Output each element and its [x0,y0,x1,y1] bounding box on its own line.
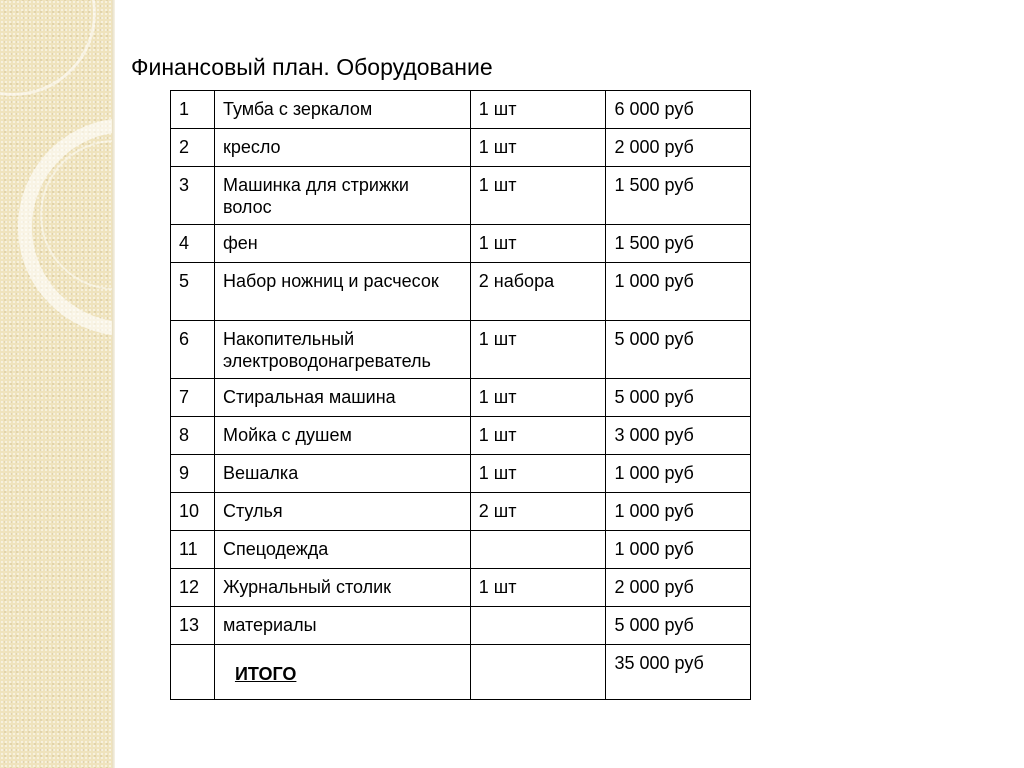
item-quantity: 1 шт [470,225,606,263]
item-price: 2 000 руб [606,129,751,167]
item-quantity [470,531,606,569]
row-number: 4 [171,225,215,263]
item-price: 1 000 руб [606,455,751,493]
total-label-cell [214,645,470,700]
item-price: 1 500 руб [606,225,751,263]
item-price: 1 500 руб [606,167,751,225]
total-row [171,645,751,700]
page-title: Финансовый план. Оборудование [131,54,493,80]
item-name: Стиральная машина [214,379,470,417]
item-quantity: 1 шт [470,167,606,225]
item-quantity: 2 набора [470,263,606,321]
item-quantity: 1 шт [470,455,606,493]
item-name: кресло [214,129,470,167]
row-number: 6 [171,321,215,379]
item-name: Журнальный столик [214,569,470,607]
equipment-table [170,90,751,700]
item-quantity: 2 шт [470,493,606,531]
row-number: 11 [171,531,215,569]
decorative-side-panel [0,0,112,768]
item-name: Вешалка [214,455,470,493]
side-panel-edge [112,0,115,768]
item-name: материалы [214,607,470,645]
table-row [171,225,751,263]
item-name: Стулья [214,493,470,531]
item-price: 1 000 руб [606,263,751,321]
item-quantity: 1 шт [470,379,606,417]
item-name: Накопительный электроводонагреватель [214,321,470,379]
row-number: 7 [171,379,215,417]
total-label: ИТОГО [234,664,297,684]
row-number: 9 [171,455,215,493]
table-row [171,91,751,129]
table-row [171,263,751,321]
item-quantity [470,607,606,645]
table-row [171,321,751,379]
item-price: 6 000 руб [606,91,751,129]
table-row [171,129,751,167]
item-price: 5 000 руб [606,321,751,379]
row-number: 3 [171,167,215,225]
item-price: 5 000 руб [606,607,751,645]
row-number: 5 [171,263,215,321]
total-price: 35 000 руб [606,645,751,700]
table-row [171,455,751,493]
item-name: Тумба с зеркалом [214,91,470,129]
table-row [171,167,751,225]
item-quantity: 1 шт [470,569,606,607]
item-name: фен [214,225,470,263]
row-number: 8 [171,417,215,455]
total-quantity-cell [470,645,606,700]
item-name: Набор ножниц и расчесок [214,263,470,321]
table-row [171,531,751,569]
row-number: 12 [171,569,215,607]
table-row [171,493,751,531]
item-quantity: 1 шт [470,91,606,129]
row-number: 10 [171,493,215,531]
item-quantity: 1 шт [470,321,606,379]
item-quantity: 1 шт [470,129,606,167]
row-number: 2 [171,129,215,167]
item-price: 5 000 руб [606,379,751,417]
item-name: Мойка с душем [214,417,470,455]
item-price: 3 000 руб [606,417,751,455]
table-row [171,607,751,645]
item-name: Спецодежда [214,531,470,569]
item-price: 1 000 руб [606,531,751,569]
item-name: Машинка для стрижки волос [214,167,470,225]
table-row [171,379,751,417]
item-price: 2 000 руб [606,569,751,607]
table-row [171,417,751,455]
row-number: 1 [171,91,215,129]
item-quantity: 1 шт [470,417,606,455]
row-number: 13 [171,607,215,645]
table-row [171,569,751,607]
decorative-ring-top [0,0,96,96]
item-price: 1 000 руб [606,493,751,531]
total-number-cell [171,645,215,700]
